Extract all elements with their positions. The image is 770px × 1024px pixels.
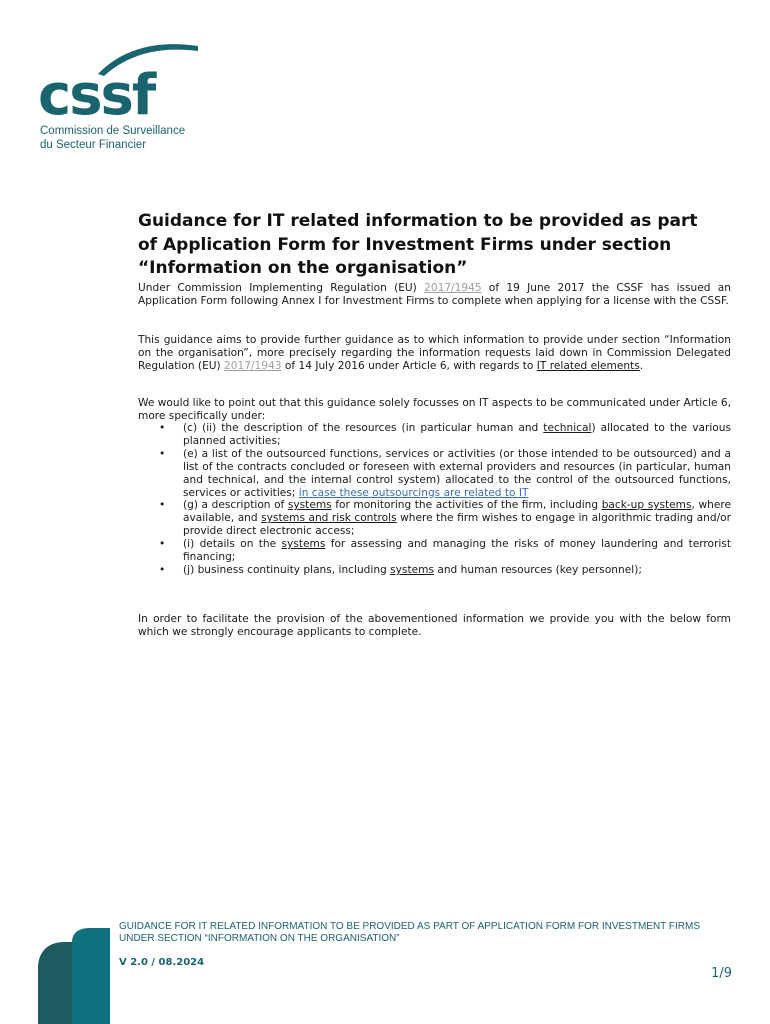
text-run: of 19 June 2017 the CSSF has issued an Application Form following Annex I for Investment Firms to complete when applying for a license with the CSSF.: [138, 282, 731, 307]
list-item: [138, 422, 731, 448]
text-run: where the firm wishes to engage in algorithmic trading and/or provide direct electronic access;: [183, 512, 731, 538]
bullet-icon: •: [159, 563, 166, 576]
systems-text: systems: [390, 563, 434, 576]
logo-subtitle-line2: du Secteur Financier: [40, 139, 147, 151]
text-run: for monitoring the activities of the firm, including: [331, 499, 602, 512]
back-up-systems-text: back-up systems: [601, 499, 692, 512]
text-run: (i) details on the: [183, 538, 282, 551]
guidance-paragraph: [138, 334, 731, 373]
it-related-elements-text: IT related elements: [536, 359, 640, 372]
footer-title: GUIDANCE FOR IT RELATED INFORMATION TO BE PROVIDED AS PART OF APPLICATION FORM FOR INVESTMENT FIRMS UNDER SECTION “INFORMATION ON THE ORGANISATION”: [119, 921, 701, 944]
bullet-icon: •: [159, 447, 166, 460]
list-item: [138, 499, 731, 538]
intro-paragraph: [138, 282, 731, 308]
text-run: This guidance aims to provide further guidance as to which information to provide under section “Information on the organisation”, more precisely regarding the information requests laid down in Commission Delegated Regulation (EU): [138, 334, 731, 372]
bullet-icon: •: [159, 538, 166, 551]
text-run: .: [639, 359, 644, 372]
list-item: [138, 538, 731, 564]
text-run: and human resources (key personnel);: [433, 563, 642, 576]
text-run: , where available, and: [183, 499, 731, 525]
regulation-2017-1943-link[interactable]: 2017/1943: [224, 359, 282, 372]
document-title: Guidance for IT related information to be provided as part of Application Form for Investment Firms under section “Information on the organisation”: [138, 211, 698, 278]
systems-risk-controls-text: systems and risk controls: [261, 512, 397, 525]
version-label: V 2.0 / 08.2024: [119, 957, 205, 968]
systems-text: systems: [287, 499, 332, 512]
text-run: (j) business continuity plans, including: [183, 563, 391, 576]
bullet-icon: •: [159, 422, 166, 434]
text-run: of 14 July 2016 under Article 6, with regards to: [281, 359, 537, 372]
logo-subtitle: [40, 124, 185, 152]
regulation-2017-1945-link[interactable]: 2017/1945: [424, 282, 482, 294]
text-run: ) allocated to the various planned activities;: [183, 422, 731, 447]
text-run: (e) a list of the outsourced functions, services or activities (or those intended to be outsourced) and a list of the contracts concluded or foreseen with external providers and resources (in particular, human and technical, and the internal control system) allocated to the control of the outsourced functions, services or activities;: [183, 447, 731, 499]
text-run: (g) a description of: [183, 499, 288, 512]
systems-text: systems: [281, 538, 326, 551]
text-run: (c) (ii) the description of the resources (in particular human and: [183, 422, 544, 434]
cssf-logo: [38, 40, 198, 155]
logo-subtitle-line1: Commission de Surveillance: [40, 125, 186, 137]
bullet-icon: •: [159, 499, 166, 512]
list-item: [138, 448, 731, 500]
logo-wordmark: cssf: [38, 63, 155, 128]
text-run: Under Commission Implementing Regulation (EU): [138, 282, 425, 294]
outsourcings-it-link[interactable]: in case these outsourcings are related to IT: [298, 486, 529, 499]
text-run: for assessing and managing the risks of money laundering and terrorist financing;: [183, 538, 731, 564]
article-6-list: [138, 422, 731, 577]
page-number: 1/9: [711, 966, 732, 981]
technical-text: technical: [543, 422, 592, 434]
list-item: [138, 564, 731, 577]
scope-paragraph: We would like to point out that this guidance solely focusses on IT aspects to be communicated under Article 6, more specifically under:: [138, 397, 731, 422]
footer-decoration-icon: [38, 928, 110, 1024]
closing-paragraph: In order to facilitate the provision of the abovementioned information we provide you with the below form which we strongly encourage applicants to complete.: [138, 613, 731, 638]
